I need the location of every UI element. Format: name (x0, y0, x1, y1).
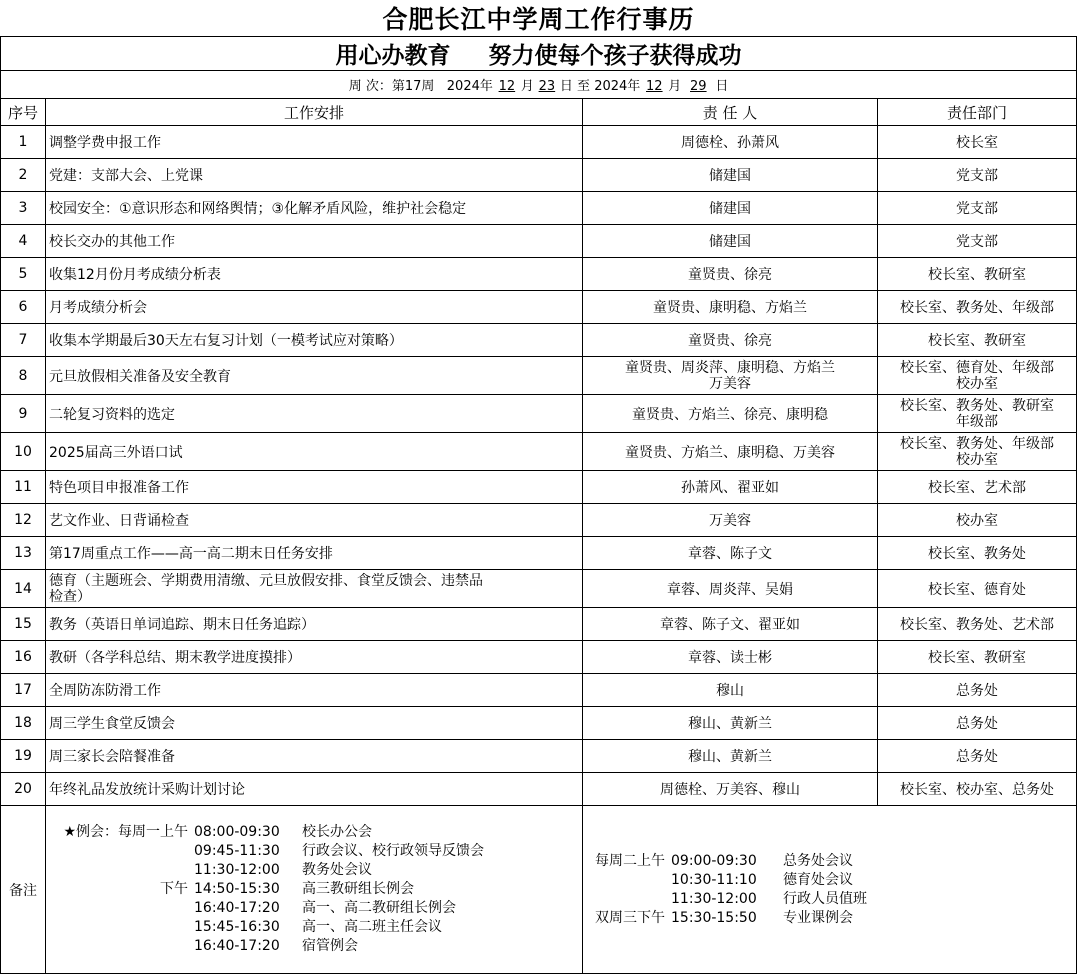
header-no: 序号 (1, 99, 46, 126)
row-person: 孙萧风、翟亚如 (583, 471, 878, 504)
row-task: 特色项目申报准备工作 (46, 471, 583, 504)
end-month-char: 月 (668, 79, 682, 94)
row-task: 教务（英语日单词追踪、期末日任务追踪） (46, 608, 583, 641)
memo-line (48, 937, 582, 956)
start-year: 2024年 (446, 79, 493, 94)
row-no: 18 (1, 707, 46, 740)
end-year: 2024年 (594, 79, 641, 94)
memo-line (585, 852, 1076, 871)
row-task: 收集12月份月考成绩分析表 (46, 258, 583, 291)
memo-time: 14:50-15:30 (194, 881, 280, 897)
table-row (1, 126, 1077, 159)
memo-time: 16:40-17:20 (194, 938, 280, 954)
memo-time: 08:00-09:30 (194, 824, 280, 840)
start-month-char: 月 (520, 79, 534, 94)
memo-time: 11:30-12:00 (194, 862, 280, 878)
row-person: 童贤贵、方焰兰、徐亮、康明稳 (583, 395, 878, 433)
row-dept: 校长室 (878, 126, 1077, 159)
row-no: 20 (1, 773, 46, 806)
table-row (1, 324, 1077, 357)
row-dept: 党支部 (878, 159, 1077, 192)
row-no: 11 (1, 471, 46, 504)
row-task: 全周防冻防滑工作 (46, 674, 583, 707)
memo-time: 16:40-17:20 (194, 900, 280, 916)
row-task: 党建：支部大会、上党课 (46, 159, 583, 192)
row-dept: 总务处 (878, 707, 1077, 740)
row-no: 3 (1, 192, 46, 225)
row-person: 章蓉、陈子文 (583, 537, 878, 570)
row-task: 收集本学期最后30天左右复习计划（一模考试应对策略） (46, 324, 583, 357)
end-month: 12 (646, 79, 663, 94)
start-day: 23 (538, 79, 556, 94)
row-dept: 校办室 (878, 504, 1077, 537)
memo-item: 宿管例会 (302, 938, 358, 954)
table-row (1, 608, 1077, 641)
week-line (1, 71, 1077, 99)
row-person: 章蓉、陈子文、翟亚如 (583, 608, 878, 641)
table-row (1, 258, 1077, 291)
row-person: 储建国 (583, 159, 878, 192)
memo-line (48, 823, 582, 842)
memo-prefix: 每周二上午 (595, 852, 665, 869)
memo-time: 15:30-15:50 (671, 909, 757, 926)
table-row (1, 159, 1077, 192)
notes-label: 备注 (1, 806, 46, 974)
table-row (1, 192, 1077, 225)
table-row (1, 570, 1077, 608)
memo-line (585, 871, 1076, 890)
row-dept: 校长室、教研室 (878, 324, 1077, 357)
memo-line (48, 899, 582, 918)
row-person: 储建国 (583, 225, 878, 258)
row-person: 储建国 (583, 192, 878, 225)
header-task: 工作安排 (46, 99, 583, 126)
row-person: 童贤贵、康明稳、方焰兰 (583, 291, 878, 324)
row-task: 年终礼品发放统计采购计划讨论 (46, 773, 583, 806)
table-row (1, 395, 1077, 433)
memo-line (48, 861, 582, 880)
table-row (1, 773, 1077, 806)
notes-row (1, 806, 1077, 974)
row-no: 6 (1, 291, 46, 324)
row-task: 教研（各学科总结、期末教学进度摸排） (46, 641, 583, 674)
row-dept: 总务处 (878, 674, 1077, 707)
memo-line (48, 918, 582, 937)
row-no: 9 (1, 395, 46, 433)
row-task: 校长交办的其他工作 (46, 225, 583, 258)
row-dept: 校长室、教务处、艺术部 (878, 608, 1077, 641)
notes_left-cell (46, 806, 583, 974)
memo-line (48, 880, 582, 899)
header-person: 责 任 人 (583, 99, 878, 126)
memo-time: 11:30-12:00 (671, 890, 757, 907)
table-row (1, 225, 1077, 258)
row-dept: 校长室、校办室、总务处 (878, 773, 1077, 806)
memo-line (48, 842, 582, 861)
row-no: 15 (1, 608, 46, 641)
header-row (1, 99, 1077, 126)
row-task: 周三家长会陪餐准备 (46, 740, 583, 773)
row-no: 12 (1, 504, 46, 537)
table-row (1, 641, 1077, 674)
row-no: 4 (1, 225, 46, 258)
row-dept: 校长室、教务处、年级部 校办室 (878, 433, 1077, 471)
start-day-char: 日 (559, 79, 573, 94)
memo-prefix: 下午 (160, 881, 188, 897)
row-task: 周三学生食堂反馈会 (46, 707, 583, 740)
row-person: 穆山 (583, 674, 878, 707)
row-dept: 校长室、教务处 (878, 537, 1077, 570)
row-task: 调整学费申报工作 (46, 126, 583, 159)
row-no: 19 (1, 740, 46, 773)
row-person: 童贤贵、方焰兰、康明稳、万美容 (583, 433, 878, 471)
row-task: 二轮复习资料的选定 (46, 395, 583, 433)
row-no: 17 (1, 674, 46, 707)
row-person: 万美容 (583, 504, 878, 537)
page-title: 合肥长江中学周工作行事历 (382, 5, 695, 34)
memo-item: 教务处会议 (302, 862, 372, 878)
row-person: 章蓉、读士彬 (583, 641, 878, 674)
table-row (1, 504, 1077, 537)
row-dept: 党支部 (878, 192, 1077, 225)
to-label: 至 (577, 79, 591, 94)
table-row (1, 537, 1077, 570)
row-person: 穆山、黄新兰 (583, 740, 878, 773)
row-task: 德育（主题班会、学期费用清缴、元旦放假安排、食堂反馈会、违禁品 检查） (46, 570, 583, 608)
row-person: 周德栓、孙萧风 (583, 126, 878, 159)
row-person: 童贤贵、徐亮 (583, 324, 878, 357)
row-dept: 校长室、德育处 (878, 570, 1077, 608)
table-row (1, 707, 1077, 740)
start-month: 12 (498, 79, 516, 94)
memo-item: 高一、高二班主任会议 (302, 919, 442, 935)
table-row (1, 433, 1077, 471)
row-person: 穆山、黄新兰 (583, 707, 878, 740)
row-task: 2025届高三外语口试 (46, 433, 583, 471)
row-dept: 校长室、教研室 (878, 258, 1077, 291)
memo-prefix: ★例会：每周一上午 (63, 824, 188, 840)
week-label: 周 次：第17周 (348, 79, 435, 94)
end-day: 29 (690, 79, 707, 94)
row-no: 14 (1, 570, 46, 608)
row-task: 月考成绩分析会 (46, 291, 583, 324)
table-row (1, 471, 1077, 504)
row-dept: 校长室、教研室 (878, 641, 1077, 674)
memo-line (585, 890, 1076, 909)
row-person: 周德栓、万美容、穆山 (583, 773, 878, 806)
motto-left: 用心办教育 (335, 42, 451, 69)
row-no: 5 (1, 258, 46, 291)
row-task: 艺文作业、日背诵检查 (46, 504, 583, 537)
table-row (1, 740, 1077, 773)
memo-item: 行政人员值班 (783, 890, 867, 907)
row-no: 1 (1, 126, 46, 159)
row-no: 13 (1, 537, 46, 570)
table-row (1, 357, 1077, 395)
memo-line (585, 909, 1076, 928)
motto-right: 努力使每个孩子获得成功 (488, 42, 742, 69)
row-dept: 党支部 (878, 225, 1077, 258)
row-dept: 校长室、教务处、教研室 年级部 (878, 395, 1077, 433)
row-dept: 校长室、艺术部 (878, 471, 1077, 504)
table-row (1, 674, 1077, 707)
row-dept: 总务处 (878, 740, 1077, 773)
row-no: 10 (1, 433, 46, 471)
row-person: 童贤贵、徐亮 (583, 258, 878, 291)
row-no: 16 (1, 641, 46, 674)
memo-item: 专业课例会 (783, 909, 853, 926)
memo-item: 高一、高二教研组长例会 (302, 900, 456, 916)
row-person: 章蓉、周炎萍、吴娟 (583, 570, 878, 608)
memo-prefix: 双周三下午 (595, 909, 665, 926)
motto (1, 37, 1077, 71)
memo-time: 09:45-11:30 (194, 843, 280, 859)
memo-time: 15:45-16:30 (194, 919, 280, 935)
notes_right-cell (583, 806, 1077, 974)
row-task: 元旦放假相关准备及安全教育 (46, 357, 583, 395)
row-task: 第17周重点工作——高一高二期末日任务安排 (46, 537, 583, 570)
memo-item: 总务处会议 (783, 852, 853, 869)
memo-item: 高三教研组长例会 (302, 881, 414, 897)
memo-item: 德育处会议 (783, 871, 853, 888)
row-no: 2 (1, 159, 46, 192)
row-dept: 校长室、德育处、年级部 校办室 (878, 357, 1077, 395)
header-dept: 责任部门 (878, 99, 1077, 126)
row-task: 校园安全：①意识形态和网络舆情；③化解矛盾风险，维护社会稳定 (46, 192, 583, 225)
memo-item: 行政会议、校行政领导反馈会 (302, 843, 484, 859)
row-dept: 校长室、教务处、年级部 (878, 291, 1077, 324)
end-day-char: 日 (715, 79, 729, 94)
memo-time: 09:00-09:30 (671, 852, 757, 869)
row-no: 8 (1, 357, 46, 395)
table-row (1, 291, 1077, 324)
row-person: 童贤贵、周炎萍、康明稳、方焰兰 万美容 (583, 357, 878, 395)
memo-item: 校长办公会 (302, 824, 372, 840)
memo-time: 10:30-11:10 (671, 871, 757, 888)
row-no: 7 (1, 324, 46, 357)
